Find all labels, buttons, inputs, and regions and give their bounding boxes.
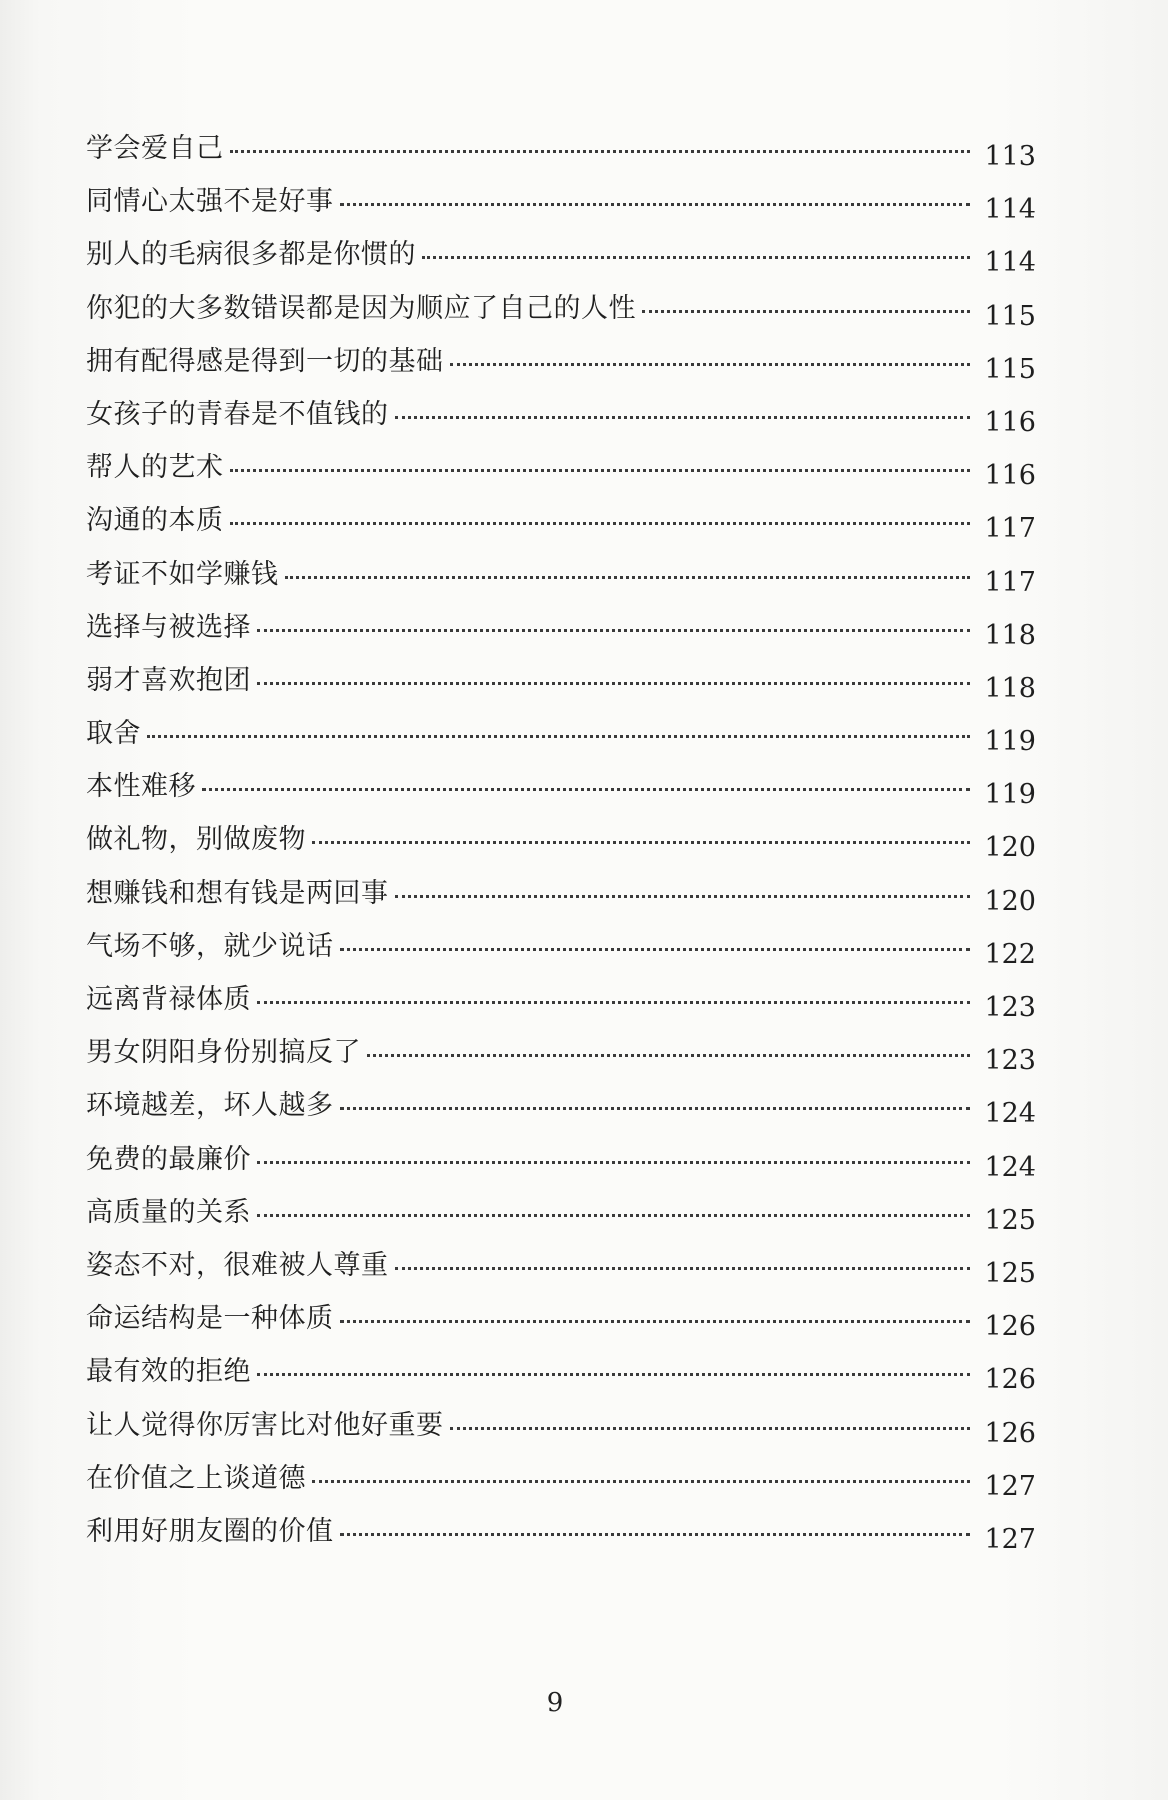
toc-entry-title: 高质量的关系: [86, 1196, 251, 1228]
toc-entry-page: 118: [984, 619, 1036, 651]
dot-leader: [257, 1373, 970, 1376]
toc-entry-title: 远离背禄体质: [86, 984, 251, 1015]
toc-entry-page: 124: [984, 1098, 1036, 1130]
toc-entry-page: 125: [984, 1257, 1036, 1289]
dot-leader: [395, 895, 971, 898]
toc-entry-title: 取舍: [86, 718, 141, 750]
dot-leader: [340, 1107, 971, 1110]
toc-entry: [86, 122, 1036, 175]
toc-entry: [86, 1079, 1036, 1132]
toc-entry: [86, 760, 1036, 813]
toc-entry: [86, 388, 1036, 441]
dot-leader: [257, 629, 970, 632]
toc-entry-page: 126: [984, 1311, 1036, 1343]
toc-entry: [86, 175, 1036, 228]
toc-entry-title: 帮人的艺术: [86, 452, 224, 484]
toc-entry: [86, 335, 1036, 388]
toc-entry-page: 119: [984, 726, 1036, 758]
dot-leader: [230, 469, 971, 472]
toc-entry-page: 116: [984, 406, 1036, 438]
toc-entry-title: 姿态不对，很难被人尊重: [86, 1249, 389, 1281]
toc-entry-page: 120: [984, 885, 1036, 917]
toc-entry-page: 127: [984, 1523, 1036, 1555]
toc-entry: [86, 1505, 1036, 1558]
dot-leader: [312, 1480, 970, 1483]
toc-entry-page: 115: [984, 353, 1036, 385]
dot-leader: [257, 682, 970, 685]
toc-entry-page: 115: [984, 300, 1036, 332]
toc-entry: [86, 1133, 1036, 1186]
toc-entry-title: 考证不如学赚钱: [86, 558, 279, 590]
page-number: 9: [546, 1688, 564, 1718]
dot-leader: [340, 1320, 971, 1323]
toc-entry-page: 120: [984, 832, 1036, 864]
toc-entry-page: 122: [984, 938, 1036, 970]
toc-entry-title: 免费的最廉价: [86, 1143, 251, 1175]
toc-entry: [86, 441, 1036, 494]
dot-leader: [395, 416, 971, 419]
dot-leader: [202, 788, 970, 791]
toc-entry-page: 123: [984, 1045, 1036, 1077]
dot-leader: [642, 310, 970, 313]
toc-entry-page: 123: [984, 992, 1036, 1023]
toc-entry: [86, 494, 1036, 547]
toc-entry: [86, 1239, 1036, 1292]
toc-entry: [86, 1345, 1036, 1398]
table-of-contents: [86, 122, 1036, 1558]
dot-leader: [395, 1267, 971, 1270]
dot-leader: [450, 363, 971, 366]
toc-entry: [86, 228, 1036, 281]
toc-entry: [86, 548, 1036, 601]
toc-entry: [86, 282, 1036, 335]
dot-leader: [340, 203, 971, 206]
toc-entry-title: 女孩子的青春是不值钱的: [86, 398, 389, 430]
toc-entry-page: 113: [984, 141, 1036, 172]
toc-entry-title: 最有效的拒绝: [86, 1356, 251, 1388]
dot-leader: [230, 522, 971, 525]
toc-entry-page: 125: [984, 1204, 1036, 1236]
toc-entry-page: 118: [984, 672, 1036, 704]
dot-leader: [422, 256, 970, 259]
toc-entry: [86, 920, 1036, 973]
toc-entry-title: 让人觉得你厉害比对他好重要: [86, 1409, 444, 1441]
dot-leader: [450, 1427, 971, 1430]
toc-entry-title: 同情心太强不是好事: [86, 186, 334, 218]
toc-entry-page: 124: [984, 1151, 1036, 1183]
toc-entry: [86, 1292, 1036, 1345]
toc-entry-page: 126: [984, 1364, 1036, 1396]
toc-entry-page: 117: [984, 513, 1036, 545]
toc-entry-title: 别人的毛病很多都是你惯的: [86, 239, 416, 271]
dot-leader: [147, 735, 970, 738]
toc-entry: [86, 813, 1036, 866]
toc-entry: [86, 707, 1036, 760]
dot-leader: [340, 1533, 971, 1536]
toc-entry-title: 做礼物，别做废物: [86, 824, 306, 856]
toc-entry-title: 本性难移: [86, 771, 196, 803]
toc-entry-title: 弱才喜欢抱团: [86, 664, 251, 696]
toc-entry-title: 利用好朋友圈的价值: [86, 1515, 334, 1547]
toc-entry: [86, 1026, 1036, 1079]
toc-entry-title: 男女阴阳身份别搞反了: [86, 1037, 361, 1069]
toc-entry: [86, 1399, 1036, 1452]
toc-entry-title: 你犯的大多数错误都是因为顺应了自己的人性: [86, 292, 636, 324]
dot-leader: [285, 576, 971, 579]
dot-leader: [312, 841, 970, 844]
toc-entry: [86, 973, 1036, 1026]
toc-entry-page: 117: [984, 566, 1036, 598]
toc-entry-title: 在价值之上谈道德: [86, 1462, 306, 1494]
toc-entry: [86, 601, 1036, 654]
toc-entry-title: 气场不够，就少说话: [86, 930, 334, 962]
toc-entry-title: 拥有配得感是得到一切的基础: [86, 345, 444, 377]
dot-leader: [257, 1161, 970, 1164]
toc-entry-title: 想赚钱和想有钱是两回事: [86, 877, 389, 909]
toc-entry: [86, 654, 1036, 707]
toc-entry: [86, 1186, 1036, 1239]
toc-entry-title: 学会爱自己: [86, 133, 224, 164]
toc-entry-page: 126: [984, 1417, 1036, 1449]
toc-entry-page: 127: [984, 1470, 1036, 1502]
toc-entry-title: 环境越差，坏人越多: [86, 1090, 334, 1122]
toc-entry: [86, 1452, 1036, 1505]
dot-leader: [230, 150, 971, 153]
toc-entry-page: 119: [984, 779, 1036, 811]
dot-leader: [340, 948, 971, 951]
dot-leader: [257, 1214, 970, 1217]
toc-entry-page: 114: [984, 194, 1036, 226]
toc-entry-title: 沟通的本质: [86, 505, 224, 537]
dot-leader: [367, 1054, 970, 1057]
toc-entry-title: 命运结构是一种体质: [86, 1303, 334, 1335]
toc-entry: [86, 867, 1036, 920]
toc-entry-title: 选择与被选择: [86, 611, 251, 643]
toc-entry-page: 116: [984, 460, 1036, 492]
dot-leader: [257, 1001, 970, 1004]
toc-entry-page: 114: [984, 247, 1036, 279]
